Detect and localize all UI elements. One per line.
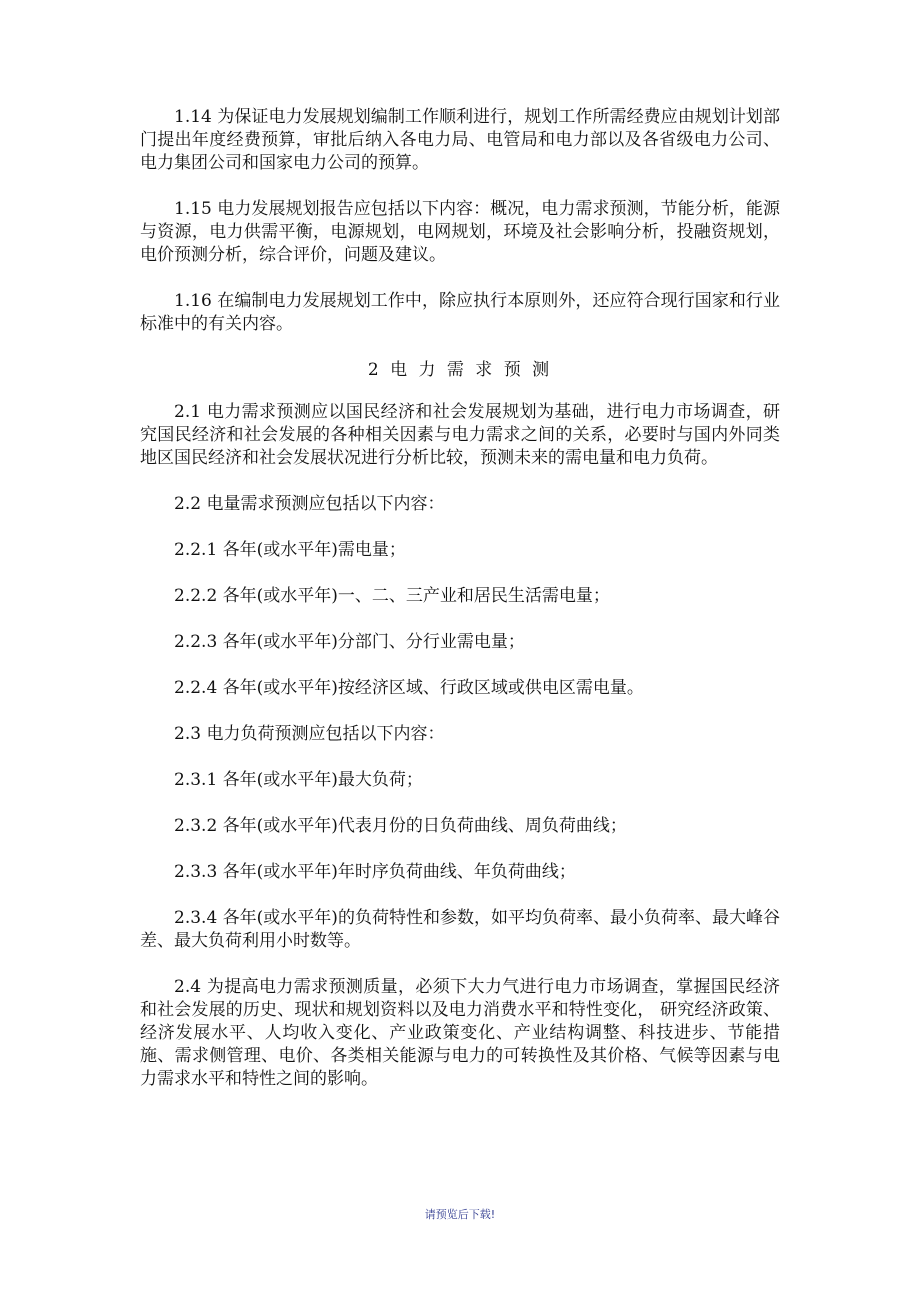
- paragraph-2-3-4: 2.3.4 各年(或水平年)的负荷特性和参数，如平均负荷率、最小负荷率、最大峰谷差、最大负荷利用小时数等。: [140, 908, 780, 951]
- paragraph-2-4: 2.4 为提高电力需求预测质量，必须下大力气进行电力市场调查，掌握国民经济和社会发展的历史、现状和规划资料以及电力消费水平和特性变化， 研究经济政策、经济发展水平、人均收入变化、产业政策变化、产业结构调整、科技进步、节能措施、需求侧管理、电价、各类相关能源与电力的可转换性及其价格、气候等因素与电力需求水平和特性之间的影响。: [140, 977, 780, 1089]
- paragraph-2-2-4: 2.2.4 各年(或水平年)按经济区域、行政区域或供电区需电量。: [174, 678, 644, 698]
- paragraph-2-3-2: 2.3.2 各年(或水平年)代表月份的日负荷曲线、周负荷曲线；: [174, 816, 627, 836]
- paragraph-2-3-3: 2.3.3 各年(或水平年)年时序负荷曲线、年负荷曲线；: [174, 862, 576, 882]
- paragraph-2-2-2: 2.2.2 各年(或水平年)一、二、三产业和居民生活需电量；: [174, 586, 610, 606]
- paragraph-2-1: 2.1 电力需求预测应以国民经济和社会发展规划为基础，进行电力市场调查，研究国民经济和社会发展的各种相关因素与电力需求之间的关系，必要时与国内外同类地区国民经济和社会发展状况进行分析比较，预测未来的需电量和电力负荷。: [140, 402, 780, 468]
- paragraph-1-16: 1.16 在编制电力发展规划工作中，除应执行本原则外，还应符合现行国家和行业标准中的有关内容。: [140, 291, 780, 334]
- paragraph-1-15: 1.15 电力发展规划报告应包括以下内容：概况，电力需求预测，节能分析，能源与资源，电力供需平衡，电源规划，电网规划，环境及社会影响分析，投融资规划，电价预测分析，综合评价，问题及建议。: [140, 199, 780, 265]
- paragraph-1-14: 1.14 为保证电力发展规划编制工作顺利进行，规划工作所需经费应由规划计划部门提出年度经费预算，审批后纳入各电力局、电管局和电力部以及各省级电力公司、电力集团公司和国家电力公司的预算。: [140, 107, 780, 173]
- paragraph-2-3: 2.3 电力负荷预测应包括以下内容：: [174, 724, 445, 744]
- section-heading-2: 2 电 力 需 求 预 测: [367, 360, 553, 380]
- paragraph-2-2: 2.2 电量需求预测应包括以下内容：: [174, 494, 445, 514]
- document-body: [140, 106, 780, 1114]
- footer-download-note: 请预览后下载!: [424, 1208, 496, 1221]
- paragraph-2-3-1: 2.3.1 各年(或水平年)最大负荷；: [174, 770, 423, 790]
- paragraph-2-2-1: 2.2.1 各年(或水平年)需电量；: [174, 540, 406, 560]
- paragraph-2-2-3: 2.2.3 各年(或水平年)分部门、分行业需电量；: [174, 632, 525, 652]
